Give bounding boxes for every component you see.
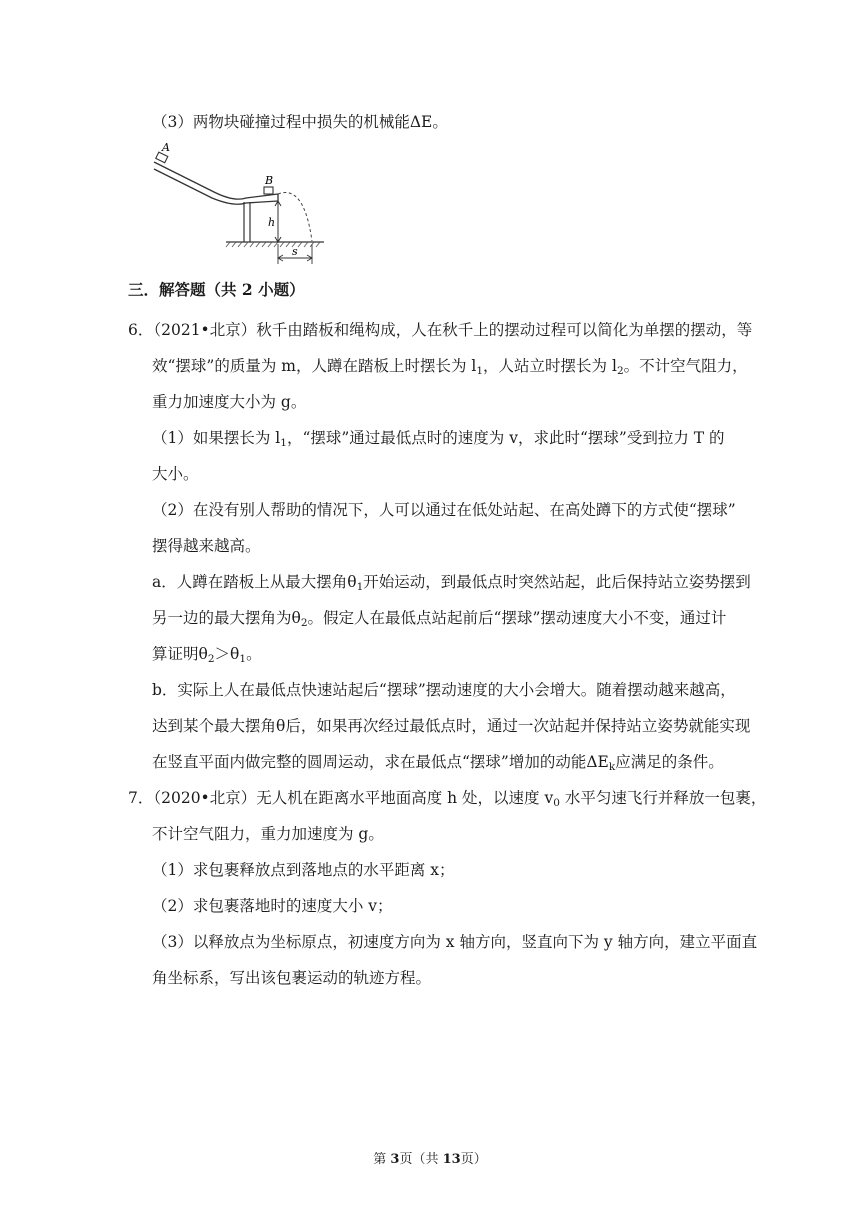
page-number: 3	[390, 1152, 400, 1167]
label-s: s	[292, 245, 298, 258]
q6-a-line2: 另一边的最大摆角为$\theta_2$。假定人在最低点站起前后“摆球”摆动速度大小不变，通过计	[152, 609, 727, 629]
q7-line2: 不计空气阻力，重力加速度为 g。	[152, 825, 384, 843]
page-total: 13	[442, 1152, 461, 1167]
q6-part1-line1: （1）如果摆长为 $l_1$，“摆球”通过最低点时的速度为 v，求此时“摆球”受到拉力 T 的	[152, 429, 725, 449]
q6-part2-line2: 摆得越来越高。	[152, 537, 261, 555]
q6-b-line2: 达到某个最大摆角θ后，如果再次经过最低点时，通过一次站起并保持站立姿势就能实现	[152, 717, 751, 735]
q7-part2: （2）求包裹落地时的速度大小 v；	[152, 897, 393, 915]
label-b: B	[265, 174, 274, 187]
section-heading: 三．解答题（共 2 小题）	[128, 280, 305, 299]
q7-part3-line2: 角坐标系，写出该包裹运动的轨迹方程。	[152, 969, 432, 987]
track-ramp-lower	[154, 169, 278, 204]
q6-line3: 重力加速度大小为 g。	[152, 393, 307, 411]
q6-b-line3: 在竖直平面内做完整的圆周运动，求在最低点“摆球”增加的动能$\Delta E_k$应满足的条件。	[152, 753, 724, 773]
q6-line2: 效“摆球”的质量为 m，人蹲在踏板上时摆长为 $l_1$，人站立时摆长为 $l_2$。不计空气阻力，	[152, 357, 748, 377]
q7-part3-line1: （3）以释放点为坐标原点，初速度方向为 x 轴方向，竖直向下为 y 轴方向，建立平面直	[152, 933, 758, 951]
q6-b-line1: b．实际上人在最低点快速站起后“摆球”摆动速度的大小会增大。随着摆动越来越高，	[152, 681, 736, 699]
q5-part3-text: （3）两物块碰撞过程中损失的机械能ΔE。	[152, 113, 448, 131]
q6-part1-line2: 大小。	[152, 465, 199, 483]
page-footer: 第 3页（共 13页）	[373, 1152, 487, 1167]
track-ramp	[154, 162, 278, 199]
track-figure	[148, 140, 328, 268]
label-a: A	[162, 141, 170, 154]
q7-line1: 7．（2020•北京）无人机在距离水平地面高度 h 处，以速度 $v_0$ 水平匀速飞行并释放一包裹，	[128, 789, 767, 809]
q6-a-line1: a．人蹲在踏板上从最大摆角$\theta_1$开始运动，到最低点时突然站起，此后保持站立姿势摆到	[152, 573, 751, 593]
block-b	[264, 187, 273, 194]
q6-part2-line1: （2）在没有别人帮助的情况下，人可以通过在低处站起、在高处蹲下的方式使“摆球”	[152, 501, 736, 519]
q7-part1: （1）求包裹释放点到落地点的水平距离 x；	[152, 861, 455, 879]
q6-a-line3: 算证明$\theta_2>\theta_1$。	[152, 645, 262, 665]
q6-line1: 6．（2021•北京）秋千由踏板和绳构成，人在秋千上的摆动过程可以简化为单摆的摆动，等	[128, 321, 753, 339]
label-h: h	[268, 216, 276, 229]
trajectory-dashed	[278, 193, 312, 241]
